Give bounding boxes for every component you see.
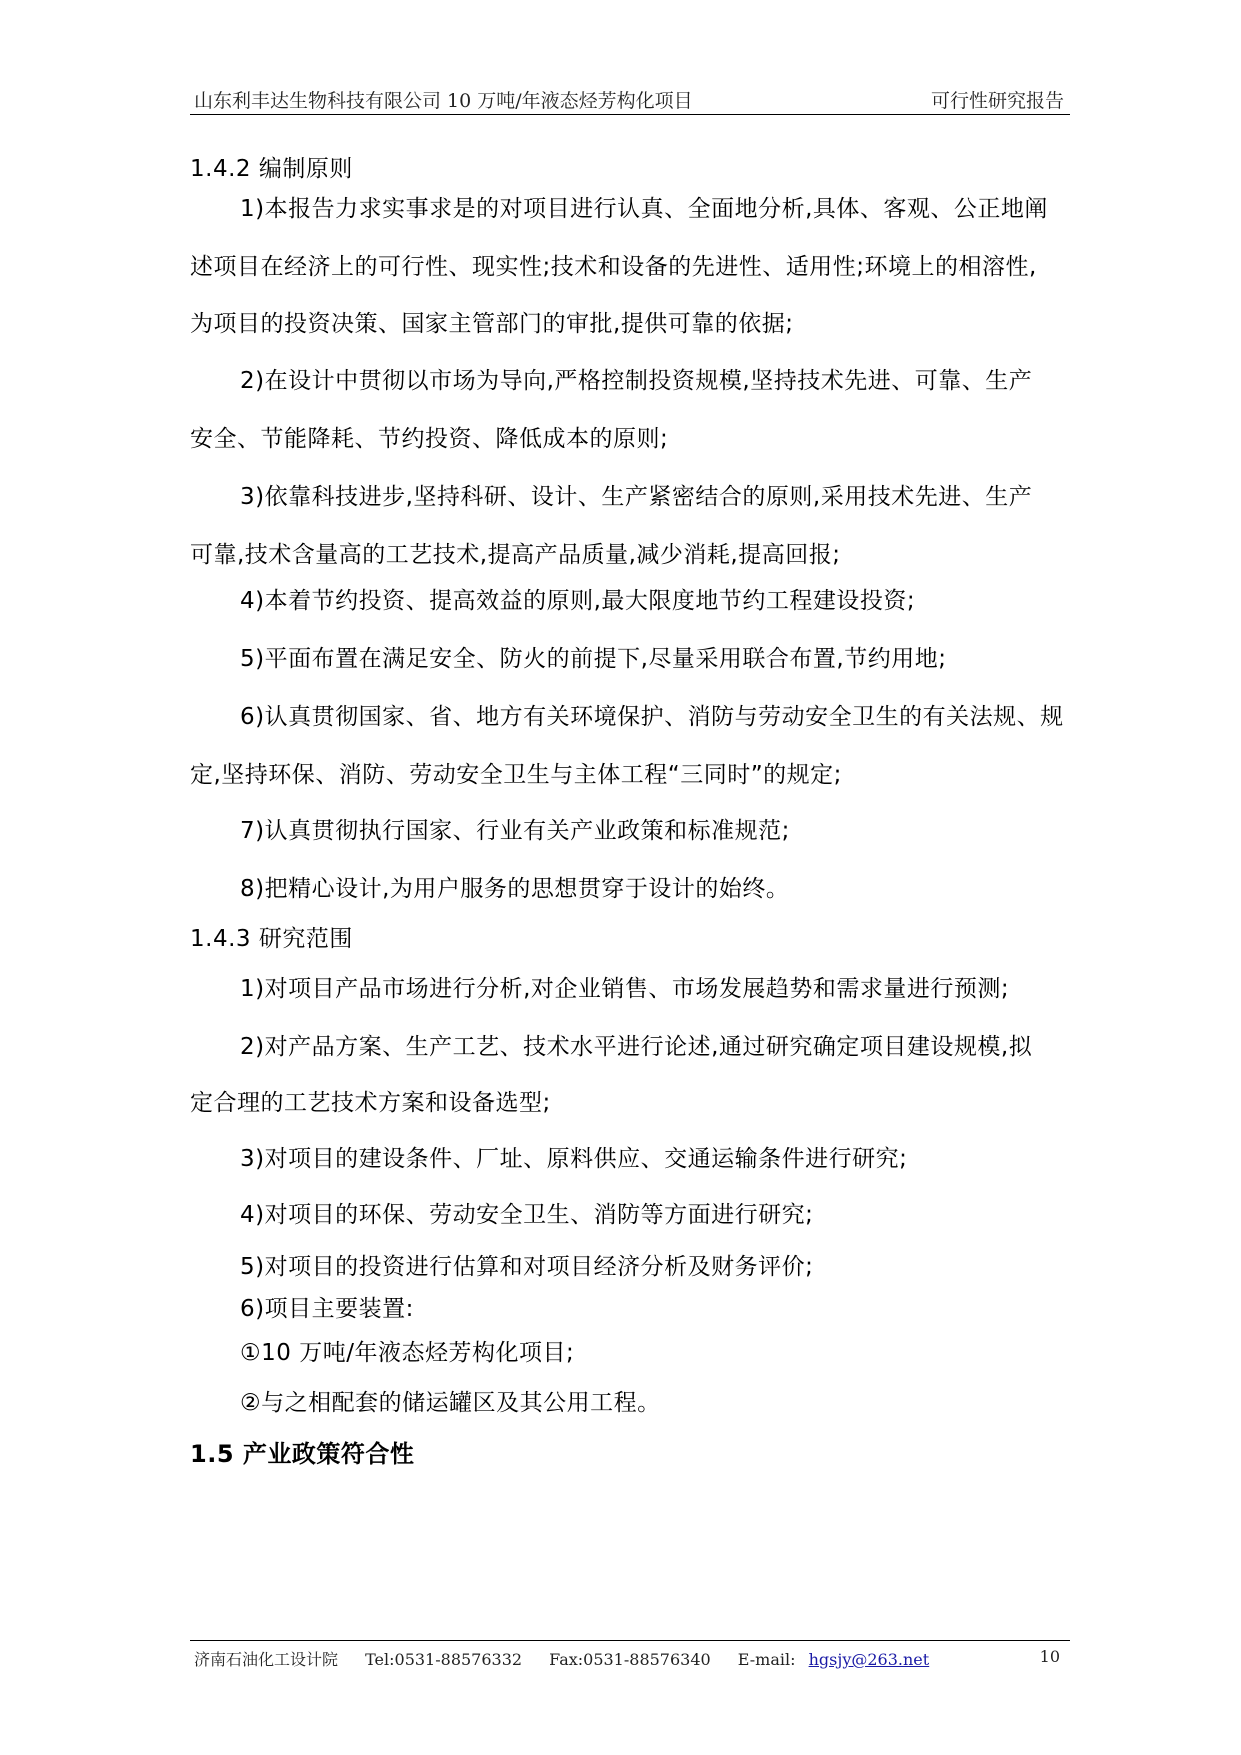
page-header: [190, 84, 1070, 115]
paragraph-line: 3)依靠科技进步,坚持科研、设计、生产紧密结合的原则,采用技术先进、生产: [240, 484, 1033, 510]
paragraph-line: 2)对产品方案、生产工艺、技术水平进行论述,通过研究确定项目建设规模,拟: [240, 1034, 1033, 1060]
section-heading-1-4-3: 1.4.3 研究范围: [190, 926, 353, 952]
paragraph-line: 8)把精心设计,为用户服务的思想贯穿于设计的始终。: [240, 876, 790, 902]
paragraph-line: 3)对项目的建设条件、厂址、原料供应、交通运输条件进行研究;: [240, 1146, 908, 1172]
paragraph-line: 安全、节能降耗、节约投资、降低成本的原则;: [190, 426, 669, 452]
footer-tel: Tel:0531-88576332: [365, 1650, 523, 1669]
paragraph-line: 1)本报告力求实事求是的对项目进行认真、全面地分析,具体、客观、公正地阐: [240, 196, 1048, 222]
paragraph-line: 2)在设计中贯彻以市场为导向,严格控制投资规模,坚持技术先进、可靠、生产: [240, 368, 1033, 394]
paragraph-line: 7)认真贯彻执行国家、行业有关产业政策和标准规范;: [240, 818, 790, 844]
paragraph-line: 1)对项目产品市场进行分析,对企业销售、市场发展趋势和需求量进行预测;: [240, 976, 1010, 1002]
footer-org: 济南石油化工设计院: [194, 1650, 339, 1669]
paragraph-line: 5)平面布置在满足安全、防火的前提下,尽量采用联合布置,节约用地;: [240, 646, 947, 672]
paragraph-line: 述项目在经济上的可行性、现实性;技术和设备的先进性、适用性;环境上的相溶性,: [190, 254, 1037, 280]
page-number: 10: [1039, 1647, 1060, 1666]
paragraph-line: 4)对项目的环保、劳动安全卫生、消防等方面进行研究;: [240, 1202, 814, 1228]
paragraph-line: ②与之相配套的储运罐区及其公用工程。: [240, 1390, 661, 1416]
paragraph-line: 5)对项目的投资进行估算和对项目经济分析及财务评价;: [240, 1254, 814, 1280]
paragraph-line: 定合理的工艺技术方案和设备选型;: [190, 1090, 551, 1116]
header-report-type: 可行性研究报告: [930, 90, 1064, 112]
paragraph-line: 6)项目主要装置:: [240, 1296, 414, 1322]
footer-email-link[interactable]: hgsjy@263.net: [808, 1650, 930, 1669]
paragraph-line: 6)认真贯彻国家、省、地方有关环境保护、消防与劳动安全卫生的有关法规、规: [240, 704, 1064, 730]
paragraph-line: ①10 万吨/年液态烃芳构化项目;: [240, 1340, 575, 1366]
page-footer: [190, 1640, 1070, 1669]
paragraph-line: 4)本着节约投资、提高效益的原则,最大限度地节约工程建设投资;: [240, 588, 916, 614]
header-project-title: 山东利丰达生物科技有限公司 10 万吨/年液态烃芳构化项目: [194, 90, 693, 112]
paragraph-line: 可靠,技术含量高的工艺技术,提高产品质量,减少消耗,提高回报;: [190, 542, 841, 568]
section-heading-1-5: 1.5 产业政策符合性: [190, 1440, 415, 1468]
footer-email-label: E-mail:: [737, 1650, 796, 1669]
paragraph-line: 定,坚持环保、消防、劳动安全卫生与主体工程“三同时”的规定;: [190, 762, 842, 788]
section-heading-1-4-2: 1.4.2 编制原则: [190, 156, 353, 182]
footer-fax: Fax:0531-88576340: [549, 1650, 711, 1669]
paragraph-line: 为项目的投资决策、国家主管部门的审批,提供可靠的依据;: [190, 311, 794, 337]
